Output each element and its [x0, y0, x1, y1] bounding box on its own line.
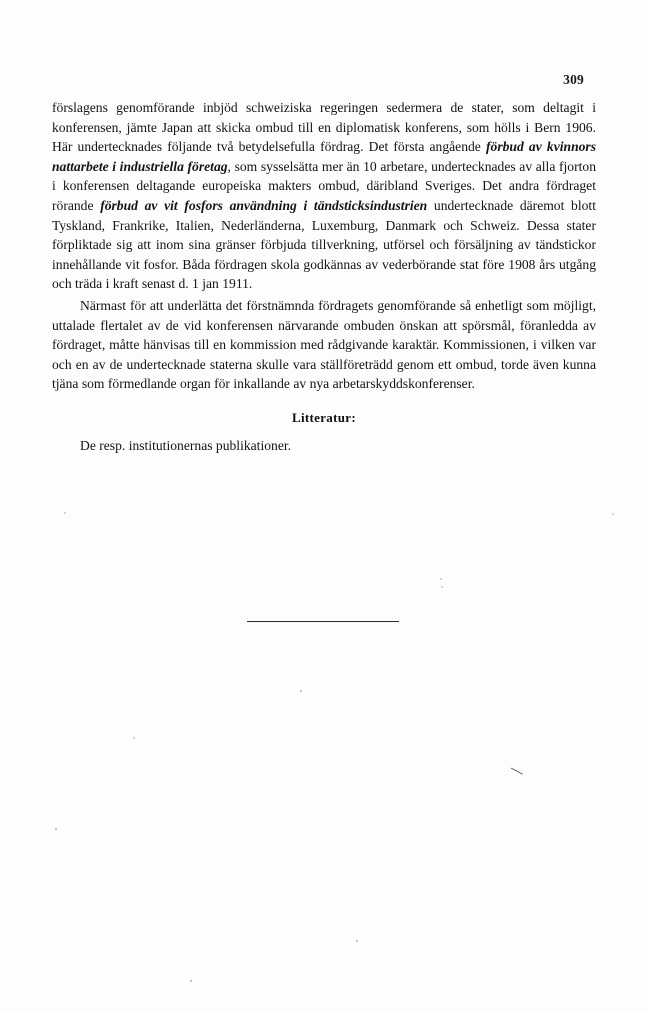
text-run: undertecknade däremot blott Tyskland, Frankrike, Italien, Nederländerna, Luxemburg, Danmark och Schweiz. Dessa stater förpliktade sig att inom sina gränser förbjuda tillverkning, utförsel och försäljning av tändstickor innehållande vit fosfor. Båda fördragen skola godkännas av vederbörande stat före 1908 års utgång och träda i kraft senast d. 1 jan 1911. — [52, 197, 596, 292]
paper-speck — [190, 980, 192, 982]
paper-speck — [356, 940, 358, 942]
paper-speck — [612, 513, 614, 515]
body-text-column — [52, 98, 596, 456]
horizontal-rule — [247, 621, 399, 622]
section-heading-litteratur: Litteratur: — [292, 409, 356, 425]
paper-speck — [441, 586, 443, 588]
paragraph-1 — [52, 98, 596, 294]
paper-speck — [440, 578, 442, 580]
paper-speck — [133, 737, 135, 739]
page-number: 309 — [563, 72, 584, 87]
text-run: , som sysselsätta mer än 10 arbetare, undertecknades av alla fjorton i konferensen deltagande europeiska makters ombud, däribland Sveriges. Det andra fördraget rörande — [52, 158, 596, 213]
text-run: förslagens genomförande inbjöd schweiziska regeringen sedermera de stater, som deltagit i konferensen, jämte Japan att skicka ombud till en diplomatisk konferens, som hölls i Bern 1906. Här undertecknades följande två betydelsefulla fördrag. Det första angående — [52, 100, 596, 155]
paper-speck — [64, 512, 66, 514]
pencil-mark — [506, 768, 523, 784]
paragraph-2: Närmast för att underlätta det förstnämnda fördragets genomförande så enhetligt som möjligt, uttalade flertalet av de vid konferensen närvarande ombuden önskan att spörsmål, föranledda av fördraget, måtte hänvisas till en kommission med rådgivande karaktär. Kommissionen, i vilken var och en av de undertecknade staterna skulle vara ställföreträdd genom ett ombud, torde även kunna tjäna som förmedlande organ för inkallande av nya arbetarskyddskonferenser. — [52, 297, 596, 392]
literature-entry: De resp. institutionernas publikationer. — [80, 437, 292, 453]
italic-term-2: förbud av vit fosfors användning i tändsticksindustrien — [100, 197, 428, 213]
paper-speck — [55, 828, 57, 830]
italic-term-1: förbud av kvinnors nattarbete i industriella företag — [52, 139, 597, 174]
paper-speck — [300, 690, 302, 692]
